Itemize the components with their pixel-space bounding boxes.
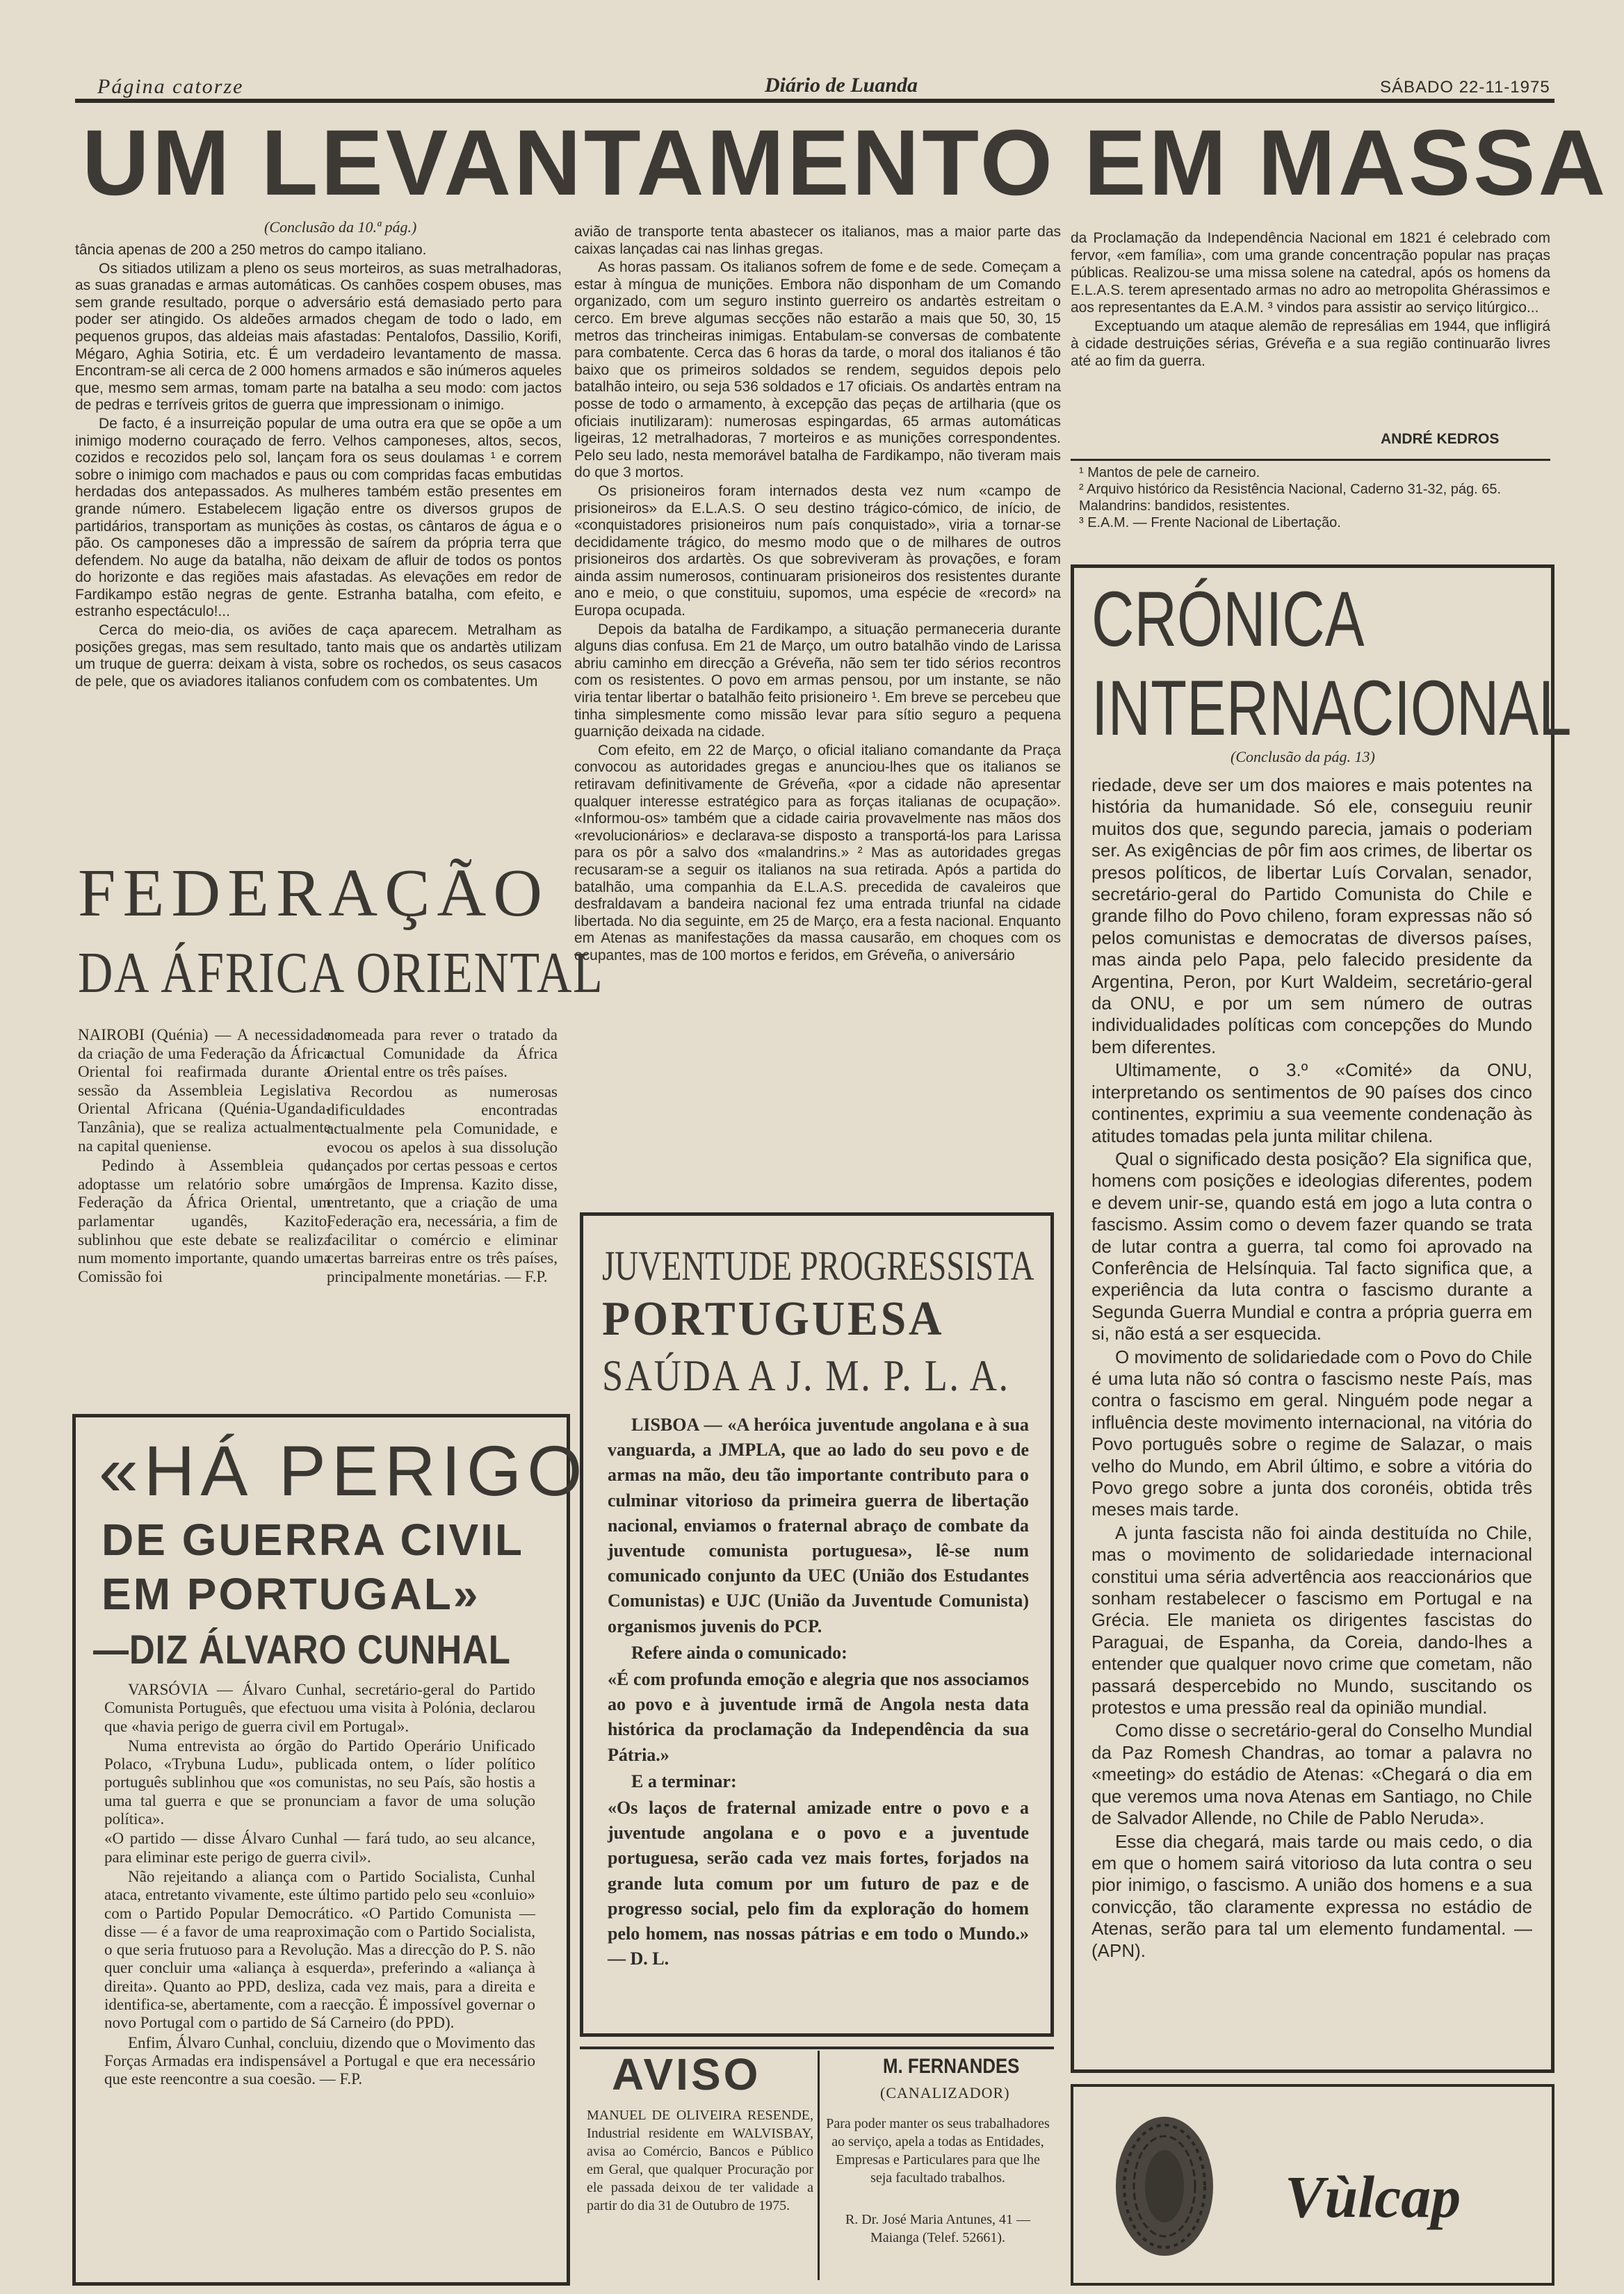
paragraph: NAIROBI (Quénia) — A necessidade da criação de uma Federação da África Oriental foi reafirmada durante a sessão da Assembleia Legislativa Oriental Africana (Quénia-Uganda-Tanzânia), que se realiza actualmente na capital queniense. [78,1026,331,1155]
fernandes-text: Para poder manter os seus trabalhadores ao serviço, apela a todas as Entidades, Empresas e Particulares para que lhe seja facultado trabalhos. [826,2116,1050,2186]
paragraph: Esse dia chegará, mais tarde ou mais cedo, o dia em que o homem sairá vitorioso da luta contra o seu pior inimigo, o fascismo. A união dos homens e a sua convicção, tão claramente expressa no estádio de Atenas, serão para tal um elemento fundamental. — (APN). [1091,1830,1532,1961]
paragraph: Numa entrevista ao órgão do Partido Operário Unificado Polaco, «Trybuna Ludu», publicada ontem, o líder político português sublinhou que «os comunistas, no seu País, são hostis a uma tal guerra e que se pronunciam a favor de uma solução política». [104,1736,535,1828]
footnote: Malandrins: bandidos, resistentes. [1079,498,1290,514]
aviso-title: AVISO [612,2049,761,2099]
page-label: Página catorze [97,75,244,98]
paragraph: Recordou as numerosas dificuldades encontradas actualmente pela Comunidade, e evocou os apelos à sua dissolução lançados por certas pessoas e certos órgãos de Imprensa. Kazito disse, entretanto, que a criação de uma Federação era, necessária, a fim de facilitar o comércio e eliminar certas barreiras entre os três países, principalmente monetárias. — F.P. [327,1082,558,1285]
cunhal-title-line2: DE GUERRA CIVIL [102,1515,524,1565]
federacao-title-line1: FEDERAÇÃO [78,856,550,931]
issue-date: SÁBADO 22-11-1975 [1380,78,1550,97]
footnote: ² Arquivo histórico da Resistência Nacional, Caderno 31-32, pág. 65. [1079,482,1502,497]
cronica-body [1091,774,1532,1963]
cronica-continuation: (Conclusão da pág. 13) [1231,748,1375,765]
paragraph: riedade, deve ser um dos maiores e mais potentes na história da humanidade. Só ele, conseguiu reunir muitos dos que, segundo parecia, jamais o poderiam ser. As exigências de pôr fim aos crimes, de libertar os presos políticos, de libertar Luís Corvalan, senador, secretário-geral do Partido Comunista do Chile e grande filho do Povo chileno, foram expressas não só pelos comunistas e democratas de diversos países, mas ainda pelo Papa, pelo falecido presidente da Argentina, Peron, por Kurt Waldeim, secretário-geral da ONU, e por um sem número de outras individualidades políticas com concepções do Mundo bem diferentes. [1091,774,1532,1057]
paragraph: Enfim, Álvaro Cunhal, concluiu, dizendo que o Movimento das Forças Armadas era indispensável a Portugal e que era necessário que este reencontre a sua coesão. — F.P. [104,2033,535,2088]
paragraph: Qual o significado desta posição? Ela significa que, homens com posições e ideologias diferentes, podem e devem unir-se, quando está em jogo a luta contra o fascismo. Assim como o devem fazer quando se trata de lutar contra a guerra, tal como foi aprovado na Conferência de Helsínquia. Tal facto significa que, a experiência da luta contra o fascismo durante a Segunda Guerra Mundial e contra a própria guerra em si, não está a ser esquecida. [1091,1148,1532,1344]
paragraph: Os prisioneiros foram internados desta vez num «campo de prisioneiros» da E.L.A.S. O seu destino trágico-cómico, de início, de «conquistadores prisioneiros num país conquistado», viria a tornar-se decididamente trágico, do mesmo modo que o de milhares de outros prisioneiros dos ardartès. Os que sobreviveram às provações, e foram ainda assim numerosos, continuaram prisioneiros dos resistentes durante ano e meio, o que constituiu, supomos, uma espécie de «record» na Europa ocupada. [574,482,1061,619]
federacao-title-line2: DA ÁFRICA ORIENTAL [78,941,604,1005]
paragraph: Exceptuando um ataque alemão de represálias em 1944, que infligirá à cidade destruições sérias, Gréveña e a sua região continuarão livres até ao fim da guerra. [1071,318,1550,369]
paragraph: Refere ainda o comunicado: [631,1642,847,1663]
federacao-column-1 [78,1026,331,1287]
paragraph: «O partido — disse Álvaro Cunhal — fará tudo, ao seu alcance, para eliminar este perigo de guerra civil». [104,1830,535,1866]
paragraph: Com efeito, em 22 de Março, o oficial italiano comandante da Praça convocou as autoridades gregas e anunciou-lhes que os italianos se retiravam definitivamente de Gréveña, «por a cidade não apresentar qualquer interesse estratégico para as forças italianas de ocupação». «Informou-os» também que a cidade cairia provavelmente nas mãos dos «revolucionários» e declarava-se disposto a transportá-los para Larissa para os pôr a salvo dos «malandrins.» ² Mas as autoridades gregas recusaram-se a seguir os italianos na sua retirada. Após a partida do batalhão, uma companhia da E.L.A.S. precedida de cavaleiros que desfraldavam a bandeira nacional fez uma entrada triunfal na cidade libertada. No dia seguinte, em 25 de Março, era a festa nacional. Enquanto em Atenas as manifestações da massa causarão, em choques com os ocupantes, mas de 100 mortos e feridos, em Gréveña, o aniversário [574,742,1061,963]
paragraph: da Proclamação da Independência Nacional em 1821 é celebrado com fervor, «em família», com uma grande concentração popular nas praças públicas. Realizou-se uma missa solene na catedral, após os homens da E.L.A.S. terem apresentado armas no adro ao metropolita Ghérassimos e aos representantes da E.A.M. ³ vindos para assistir ao serviço litúrgico... [1071,230,1550,316]
paragraph: VARSÓVIA — Álvaro Cunhal, secretário-geral do Partido Comunista Português, que efectuou uma visita à Polónia, declarou que «havia perigo de guerra civil em Portugal». [104,1681,535,1735]
paragraph: «Os laços de fraternal amizade entre o povo e a juventude angolana e o povo e a juventude portuguesa, serão cada vez mais fortes, forjados na grande luta comum por um futuro de paz e de progresso social, pelo fim da exploração do homem pelo homem, nas nossas pátrias e em todo o Mundo.» — D. L. [608,1798,1029,1969]
aviso-divider [818,2051,820,2280]
paragraph: Como disse o secretário-geral do Conselho Mundial da Paz Romesh Chandras, ao tomar a palavra no «meeting» do estádio de Atenas: «Chegará o dia em que veremos uma nova Atenas em Santiago, no Chile de Salvador Allende, no Chile de Pablo Neruda». [1091,1720,1532,1829]
federacao-column-2 [327,1026,558,1287]
lead-column-2 [574,224,1061,966]
cunhal-body [104,1681,535,2090]
vulcap-brand: Vùlcap [1285,2163,1461,2230]
paragraph: Depois da batalha de Fardikampo, a situação permaneceria durante alguns dias confusa. Em 21 de Março, um outro batalhão vindo de Larissa abriu caminho em direcção a Gréveña, não sem ter tido sérios recontros com os resistentes. O povo em armas pensou, por um instante, se não viria tentar libertar o batalhão feito prisioneiro ¹. Em breve se percebeu que tinha simplesmente como missão levar para sítio seguro a pequena guarnição deixada na cidade. [574,621,1061,740]
fernandes-title: M. FERNANDES [883,2055,1020,2078]
aviso-text: MANUEL DE OLIVEIRA RESENDE, Industrial residente em WALVISBAY, avisa ao Comércio, Bancos e Público em Geral, que qualquer Procuração por ele passada deixou de ter validade a partir do dia 31 de Outubro de 1975. [587,2108,813,2213]
cronica-title-line1: CRÓNICA [1091,576,1365,662]
paragraph: «É com profunda emoção e alegria que nos associamos ao povo e à juventude irmã de Angola nesta data histórica da proclamação da Independência da sua Pátria.» [608,1669,1029,1765]
paragraph: Não rejeitando a aliança com o Partido Socialista, Cunhal ataca, entretanto vivamente, este último partido pelo seu «conluio» com o Partido Popular Democrático. «O Partido Comunista — disse — é a favor de uma reaproximação com o Partido Socialista, o que seria frutuoso para a Revolução. Mas a direcção do P. S. não quer concluir uma «aliança à esquerda», preferindo a «aliança à direita». Quanto ao PPD, desliza, cada vez mais, para a direita e identifica-se, abertamente, com a raecção. É impossível governar o novo Portugal com o partido de Sá Carneiro (do PPD). [104,1867,535,2032]
author: ANDRÉ KEDROS [1381,431,1500,447]
paragraph: Ultimamente, o 3.º «Comité» da ONU, interpretando os sentimentos de 90 países dos cinco continentes, exprimiu a sua veemente condenação às atitudes tomadas pela junta militar chilena. [1091,1059,1532,1146]
juventude-title-line1: JUVENTUDE PROGRESSISTA [602,1243,1034,1289]
lead-column-3 [1071,229,1550,371]
footnote: ³ E.A.M. — Frente Nacional de Libertação. [1079,515,1341,530]
lead-continuation: (Conclusão da 10.ª pág.) [264,218,417,236]
paragraph: Cerca do meio-dia, os aviões de caça aparecem. Metralham as posições gregas, mas sem resultado, tanto mais que os andartès utilizam um truque de guerra: deixam à vista, sobre os rochedos, os seus casacos de pele, que os aviadores italianos confudem com os combatentes. Um [75,622,562,690]
cunhal-title-line1: «HÁ PERIGO [99,1431,588,1511]
paper-name: Diário de Luanda [765,74,918,97]
footnotes [1079,464,1552,531]
tire-icon [1112,2113,1217,2259]
cunhal-title-line3: EM PORTUGAL» [102,1569,480,1619]
cronica-title-line2: INTERNACIONAL [1091,665,1572,751]
paragraph: Pedindo à Assembleia que adoptasse um relatório sobre uma Federação da África Oriental, um parlamentar ugandês, Kazito, sublinhou que este debate se realiza num momento importante, quando uma Comissão foi [78,1157,331,1285]
paragraph: Os sitiados utilizam a pleno os seus morteiros, as suas metralhadoras, as suas granadas e armas automáticas. Os canhões cospem obuses, mas sem grande resultado, porque o adversário está demasiado perto para poder ser atingido. Os aldeões armados chegam de todo o lado, em pequenos grupos, das aldeias mais afastadas: Pentalofos, Dassilio, Korifi, Mégaro, Aghia Sotiria, etc. É um verdadeiro levantamento de massa. Encontram-se ali cerca de 2 000 homens armados e são inúmeros aqueles que, mesmo sem armas, tomam parte na batalha a seu modo: com jactos de pedras e terríveis gritos de guerra que impressionam o inimigo. [75,260,562,414]
juventude-title-line3: SAÚDA A J. M. P. L. A. [602,1351,1010,1400]
fernandes-subtitle: (CANALIZADOR) [880,2084,1010,2101]
footnote: ¹ Mantos de pele de carneiro. [1079,465,1260,480]
paragraph: De facto, é a insurreição popular de uma outra era que se opõe a um inimigo moderno couraçado de ferro. Velhos camponeses, altos, secos, cozidos e recozidos pelo sol, lançam fora os seus doulamas ¹ e correm sobre o inimigo com machados e paus ou com compridas facas embutidas herdadas dos antepassados. As mulheres também estão presentes em grande número. Estabelecem ligação entre os diversos grupos de partidários, transportam as munições às costas, os cântaros de água e o pão. Os camponeses dão a impressão de saírem da própria terra que defendem. No auge da batalha, não deixam de afluir de todos os pontos do horizonte e das regiões mais afastadas. As elevações em redor de Fardikampo estão negras de gente. Estranha batalha, com efeito, e estranho espectáculo!... [75,415,562,620]
fernandes-address: R. Dr. José Maria Antunes, 41 — Maianga (Telef. 52661). [845,2212,1031,2245]
footnote-rule [1071,459,1550,461]
juventude-body [608,1413,1029,1973]
paragraph: O movimento de solidariedade com o Povo do Chile é uma luta não só contra o fascismo neste País, mas contra o fascismo em geral. Ninguém pode negar a influência deste movimento internacional, na vitória do Povo português sobre o regime de Salazar, o mais velho do Mundo, em Abril último, e sobre a vitória do Povo grego sobre a junta dos coronéis, obtida três meses mais tarde. [1091,1346,1532,1520]
paragraph: tância apenas de 200 a 250 metros do campo italiano. [75,242,427,258]
lead-headline: UM LEVANTAMENTO EM MASSA [82,111,1609,215]
masthead-rule [75,99,1554,103]
paragraph: A junta fascista não foi ainda destituída no Chile, mas o movimento de solidariedade internacional constitui uma séria advertência aos reaccionários que sonham restabelecer o fascismo em Portugal e na Grécia. Ele manieta os dirigentes fascistas do Paraguai, de Espanha, da Coreia, dando-lhes a entender que qualquer novo crime que cometam, não passará despercebido no Mundo, suscitando os protestos e uma pressão real da opinião mundial. [1091,1522,1532,1718]
cunhal-subtitle: —DIZ ÁLVARO CUNHAL [93,1627,511,1673]
paragraph: nomeada para rever o tratado da actual Comunidade da África Oriental entre os três países. [327,1026,558,1081]
paragraph: LISBOA — «A heróica juventude angolana e à sua vanguarda, a JMPLA, que ao lado do seu povo e de armas na mão, deu tão importante contributo para o culminar vitorioso da primeira guerra de libertação nacional, enviamos o fraternal abraço de combate da juventude comunista portuguesa», lê-se num comunicado conjunto da UEC (União dos Estudantes Comunistas) e UJC (União da Juventude Comunista) organismos juvenis do PCP. [608,1415,1029,1636]
juventude-title-line2: PORTUGUESA [602,1292,945,1346]
paragraph: E a terminar: [631,1771,737,1791]
paragraph: avião de transporte tenta abastecer os italianos, mas a maior parte das caixas lançadas cai nas linhas gregas. [574,224,1061,257]
lead-column-1 [75,242,562,692]
paragraph: As horas passam. Os italianos sofrem de fome e de sede. Começam a estar à míngua de munições. Embora não disponham de um Comando organizado, com um seguro instinto guerreiro os andartès estreitam o cerco. Em breve algumas secções não estarão a mais que 50, 30, 15 metros das trincheiras inimigas. Entabulam-se conversas de combatente para combatente. Cerca das 6 horas da tarde, o moral dos italianos é tão baixo que os primeiros soldados se rendem, seguidos depois pelo batalhão inteiro, ou seja 536 soldados e 17 oficiais. Os andartès entram na posse de todo o armamento, à excepção das peças de artilharia (que os oficiais inutilizaram): numerosas espingardas, 65 armas automáticas ligeiras, 12 metralhadoras, 7 morteiros e as munições correspondentes. Pelo seu lado, nesta memorável batalha de Fardikampo, não tiveram mais do que 3 mortos. [574,259,1061,481]
